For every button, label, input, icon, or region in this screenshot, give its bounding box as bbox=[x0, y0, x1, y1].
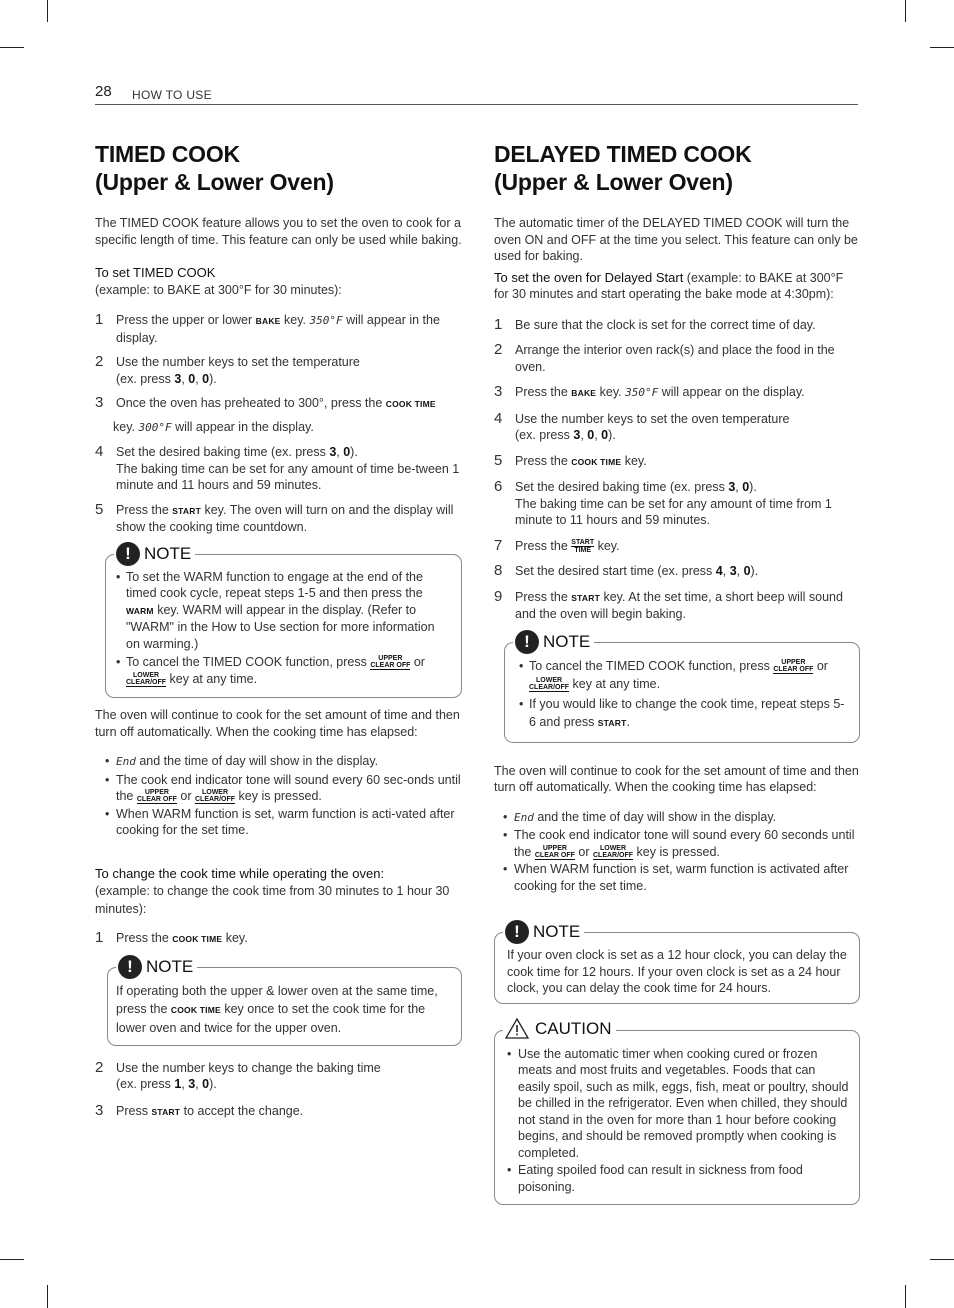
set-timed-cook-heading: To set TIMED COOK bbox=[95, 265, 216, 280]
start-key-icon: START bbox=[172, 505, 201, 516]
after-paragraph: The oven will continue to cook for the set amount of time and then turn off automatically. When the cooking time has elapsed: bbox=[95, 708, 460, 739]
upper-clear-off-key-icon: UPPER CLEAR OFF bbox=[136, 789, 177, 804]
lcd-text: 300°F bbox=[138, 420, 172, 434]
upper-clear-off-key-icon: UPPER CLEAR OFF bbox=[370, 655, 411, 670]
exclamation-icon: ! bbox=[116, 542, 140, 566]
exclamation-icon: ! bbox=[505, 920, 529, 944]
note-item: • To cancel the TIMED COOK function, press UPPER CLEAR OFF or LOWER CLEAR/OFF key at any time. bbox=[116, 654, 451, 687]
step: 7 Press the START TIME key. bbox=[494, 536, 620, 554]
set-timed-cook-example: (example: to BAKE at 300°F for 30 minutes): bbox=[95, 282, 342, 297]
caution-box bbox=[494, 1018, 860, 1206]
lcd-text: 350°F bbox=[309, 314, 343, 327]
note-item: • If you would like to change the cook time, repeat steps 5-6 and press START. bbox=[519, 695, 849, 732]
start-key-icon: START bbox=[151, 1106, 181, 1117]
delayed-set-heading: To set the oven for Delayed Start (example: to BAKE at 300°F for 30 minutes and start operating the bake mode at 4:30pm): bbox=[494, 269, 844, 301]
step: 5 Press the START key. The oven will turn on and the display will show the cooking time countdown. bbox=[95, 500, 454, 534]
start-key-icon: START bbox=[571, 592, 600, 603]
list-item: • End and the time of day will show in the display. bbox=[105, 753, 462, 771]
note-box: ! NOTE If operating both the upper & lower oven at the same time, press the COOK TIME key once to set the cook time for the lower oven and twice for the upper oven. bbox=[107, 967, 462, 1046]
crop-mark bbox=[0, 47, 24, 48]
upper-clear-off-key-icon: UPPER CLEAR OFF bbox=[773, 658, 814, 673]
elapsed-list bbox=[494, 809, 860, 895]
exclamation-icon: ! bbox=[118, 955, 142, 979]
step: 3 Once the oven has preheated to 300°, press the COOK TIME key. 300°F will appear in the display. bbox=[95, 394, 436, 434]
list-item: • The cook end indicator tone will sound every 60 sec-onds until the UPPER CLEAR OFF or LOWER CLEAR/OFF key is pressed. bbox=[105, 772, 462, 805]
lower-clear-off-key-icon: LOWER CLEAR/OFF bbox=[592, 844, 634, 859]
crop-mark bbox=[905, 0, 906, 22]
step: 2 Use the number keys to set the temperature (ex. press 3, 0, 0). bbox=[95, 353, 360, 386]
step: 2 Use the number keys to change the baking time (ex. press 1, 3, 0). bbox=[95, 1058, 381, 1091]
caution-item: • Eating spoiled food can result in sickness from food poisoning. bbox=[507, 1162, 849, 1195]
note-title: ! NOTE bbox=[116, 955, 197, 979]
step: 1 Be sure that the clock is set for the correct time of day. bbox=[494, 315, 816, 333]
timed-cook-steps bbox=[95, 312, 462, 536]
crop-mark bbox=[905, 1285, 906, 1308]
right-column bbox=[494, 140, 860, 1205]
step: 2 Arrange the interior oven rack(s) and place the food in the oven. bbox=[494, 341, 835, 374]
lower-clear-off-key-icon: LOWER CLEAR/OFF bbox=[126, 671, 167, 686]
section-title: HOW TO USE bbox=[132, 88, 212, 102]
step: 3 Press START to accept the change. bbox=[95, 1101, 304, 1119]
note-box bbox=[105, 543, 462, 699]
change-steps-continued bbox=[95, 1060, 462, 1121]
step: 4 Set the desired baking time (ex. press 3, 0). The baking time can be set for any amount of time be-tween 1 minute and 11 hours and 59 minutes. bbox=[95, 443, 460, 492]
cook-time-key-icon: COOK TIME bbox=[170, 1004, 221, 1015]
lower-clear-off-key-icon: LOWER CLEAR/OFF bbox=[529, 676, 570, 691]
timed-cook-title: TIMED COOK (Upper & Lower Oven) bbox=[95, 141, 334, 195]
note-title: ! NOTE bbox=[513, 630, 594, 654]
timed-cook-intro: The TIMED COOK feature allows you to set the oven to cook for a specific length of time. This feature can only be used while baking. bbox=[95, 216, 462, 247]
crop-mark bbox=[0, 1259, 24, 1260]
crop-mark bbox=[930, 47, 954, 48]
lcd-text: 350°F bbox=[625, 386, 659, 399]
step: 9 Press the START key. At the set time, a short beep will sound and the oven will begin baking. bbox=[494, 587, 843, 621]
bake-key-icon: BAKE bbox=[255, 316, 281, 326]
elapsed-list bbox=[95, 753, 462, 839]
list-item: • The cook end indicator tone will sound every 60 seconds until the UPPER CLEAR OFF or LOWER CLEAR/OFF key is pressed. bbox=[503, 827, 860, 860]
note-box bbox=[504, 631, 860, 743]
list-item: • End and the time of day will show in the display. bbox=[503, 809, 860, 827]
note-item: • To cancel the TIMED COOK function, press UPPER CLEAR OFF or LOWER CLEAR/OFF key at any time. bbox=[519, 657, 849, 693]
page-number: 28 bbox=[95, 83, 112, 100]
upper-clear-off-key-icon: UPPER CLEAR OFF bbox=[534, 844, 575, 859]
change-heading: To change the cook time while operating the oven: bbox=[95, 865, 385, 881]
change-example: (example: to change the cook time from 30 minutes to 1 hour 30 minutes): bbox=[95, 884, 450, 916]
step: 1 Press the upper or lower BAKE key. 350°F will appear in the display. bbox=[95, 311, 440, 345]
step: 8 Set the desired start time (ex. press 4, 3, 0). bbox=[494, 562, 759, 579]
lcd-text: End bbox=[116, 755, 136, 768]
warm-key-icon: WARM bbox=[126, 605, 154, 616]
note-title: ! NOTE bbox=[114, 542, 195, 566]
after-paragraph: The oven will continue to cook for the set amount of time and then turn off automatically. When the cooking time has elapsed: bbox=[494, 763, 859, 794]
caution-item: • Use the automatic timer when cooking cured or frozen meats and most fruits and vegetables. Foods that can easily spoil, such as milk, eggs, fish, meat or poultry, should be chilled in the refrigerator. Even when chilled, they should not stand in the oven for more than 1 hour before cooking begins, and should be removed promptly when cooking is completed. bbox=[507, 1046, 849, 1162]
start-key-icon: START bbox=[597, 717, 627, 728]
list-item: • When WARM function is set, warm function is activated after cooking for the set time. bbox=[503, 861, 860, 894]
step: 5 Press the COOK TIME key. bbox=[494, 451, 647, 469]
delayed-intro: The automatic timer of the DELAYED TIMED COOK will turn the oven ON and OFF at the time you select. This feature can only be used for baking. bbox=[494, 216, 858, 263]
start-time-key-icon: START TIME bbox=[571, 538, 595, 554]
crop-mark bbox=[47, 1285, 48, 1308]
delayed-steps bbox=[494, 317, 860, 623]
left-column bbox=[95, 140, 462, 1128]
warning-triangle-icon bbox=[505, 1018, 529, 1039]
list-item: • When WARM function is set, warm function is acti-vated after cooking for the set time. bbox=[105, 806, 462, 839]
change-steps bbox=[95, 930, 462, 948]
exclamation-icon: ! bbox=[515, 630, 539, 654]
note-title: ! NOTE bbox=[503, 920, 584, 944]
crop-mark bbox=[47, 0, 48, 22]
step: 4 Use the number keys to set the oven temperature (ex. press 3, 0, 0). bbox=[494, 409, 790, 442]
page-header bbox=[95, 83, 858, 105]
lcd-text: End bbox=[514, 810, 534, 824]
note-box: ! NOTE If your oven clock is set as a 12 hour clock, you can delay the cook time for 12 hours. If your oven clock is set as a 24 hour clock, you can delay the cook time for 24 hours. bbox=[494, 932, 860, 1004]
delayed-timed-cook-title: DELAYED TIMED COOK (Upper & Lower Oven) bbox=[494, 141, 752, 195]
step: 3 Press the BAKE key. 350°F will appear on the display. bbox=[494, 383, 805, 400]
crop-mark bbox=[930, 1259, 954, 1260]
cook-time-key-icon: COOK TIME bbox=[385, 399, 436, 409]
caution-title: CAUTION bbox=[503, 1018, 616, 1040]
note-item: • To set the WARM function to engage at the end of the timed cook cycle, repeat steps 1-5 and then press the WARM key. WARM will appear in the display. (Refer to "WARM" in the How to Use section for more information on warming.) bbox=[116, 569, 451, 653]
cook-time-key-icon: COOK TIME bbox=[571, 456, 622, 467]
bake-key-icon: BAKE bbox=[571, 388, 597, 398]
step: 1 Press the COOK TIME key. bbox=[95, 929, 248, 946]
step: 6 Set the desired baking time (ex. press 3, 0). The baking time can be set for any amount of time from 1 minute to 11 hours and 59 minutes. bbox=[494, 478, 832, 527]
lower-clear-off-key-icon: LOWER CLEAR/OFF bbox=[194, 789, 236, 804]
cook-time-key-icon: COOK TIME bbox=[172, 934, 223, 944]
